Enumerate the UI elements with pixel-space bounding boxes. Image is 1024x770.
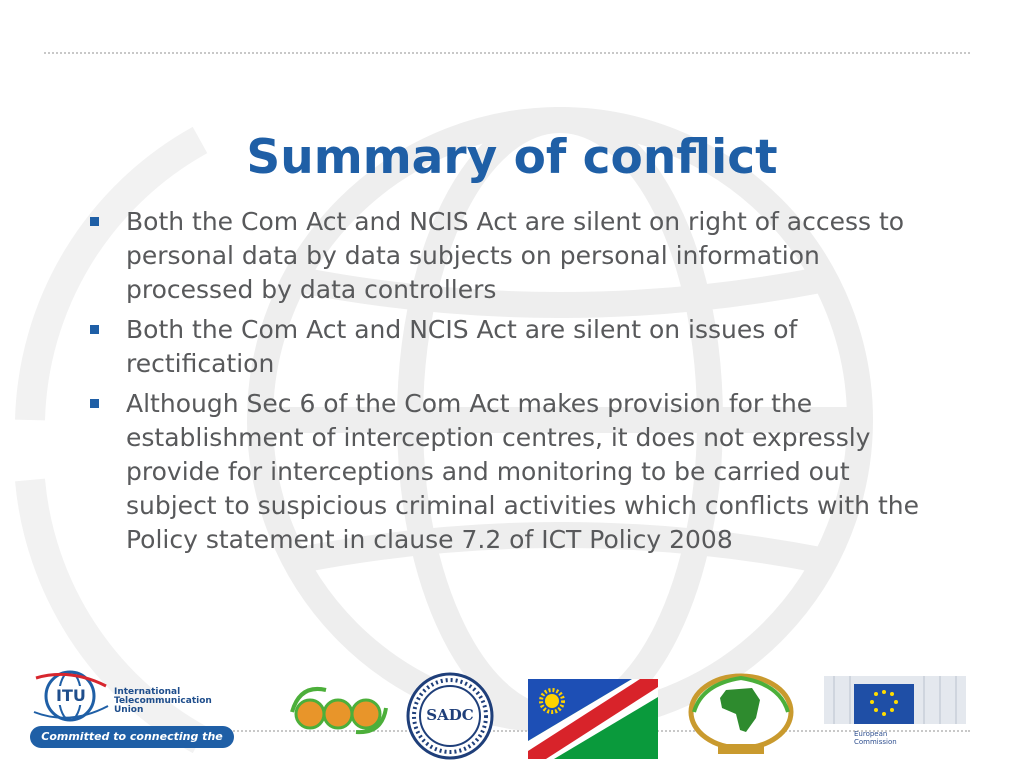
bullet-item xyxy=(88,387,938,557)
itu-name-line: Telecommunication xyxy=(114,696,212,706)
african-union-emblem-icon xyxy=(682,672,800,758)
square-bullet-icon xyxy=(90,217,99,226)
bullet-text: Although Sec 6 of the Com Act makes provision for the establishment of interception centres, it does not expressly provide for interceptions and monitoring to be carried out subject to suspicious criminal activities which conflicts with the Policy statement in clause 7.2 of ICT Policy 2008 xyxy=(126,389,919,554)
itu-name xyxy=(114,688,234,715)
namibia-flag-icon xyxy=(528,679,658,759)
bullet-text: Both the Com Act and NCIS Act are silent on right of access to personal data by data subjects on personal information processed by data controllers xyxy=(126,207,905,304)
top-dotted-divider xyxy=(44,52,970,54)
bullet-item xyxy=(88,205,938,307)
ec-name xyxy=(854,730,944,746)
itu-name-line: International xyxy=(114,687,181,697)
ec-name-line: European xyxy=(854,730,888,738)
bullet-text: Both the Com Act and NCIS Act are silent on issues of rectification xyxy=(126,315,798,378)
bullet-list xyxy=(88,205,938,563)
itu-abbr: ITU xyxy=(56,686,86,705)
sadc-abbr: SADC xyxy=(426,706,474,724)
ec-name-line: Commission xyxy=(854,738,897,746)
itu-name-line: Union xyxy=(114,705,144,715)
bullet-item xyxy=(88,313,938,381)
sadc-seal-logo xyxy=(404,672,496,760)
itu-tagline: Committed to connecting the world xyxy=(30,726,234,748)
slide-title: Summary of conflict xyxy=(246,130,778,185)
partner-logo-spheres xyxy=(286,678,390,738)
square-bullet-icon xyxy=(90,399,99,408)
ec-building-icon xyxy=(824,664,966,728)
itu-logo xyxy=(28,664,238,765)
european-commission-logo xyxy=(824,664,966,754)
square-bullet-icon xyxy=(90,325,99,334)
